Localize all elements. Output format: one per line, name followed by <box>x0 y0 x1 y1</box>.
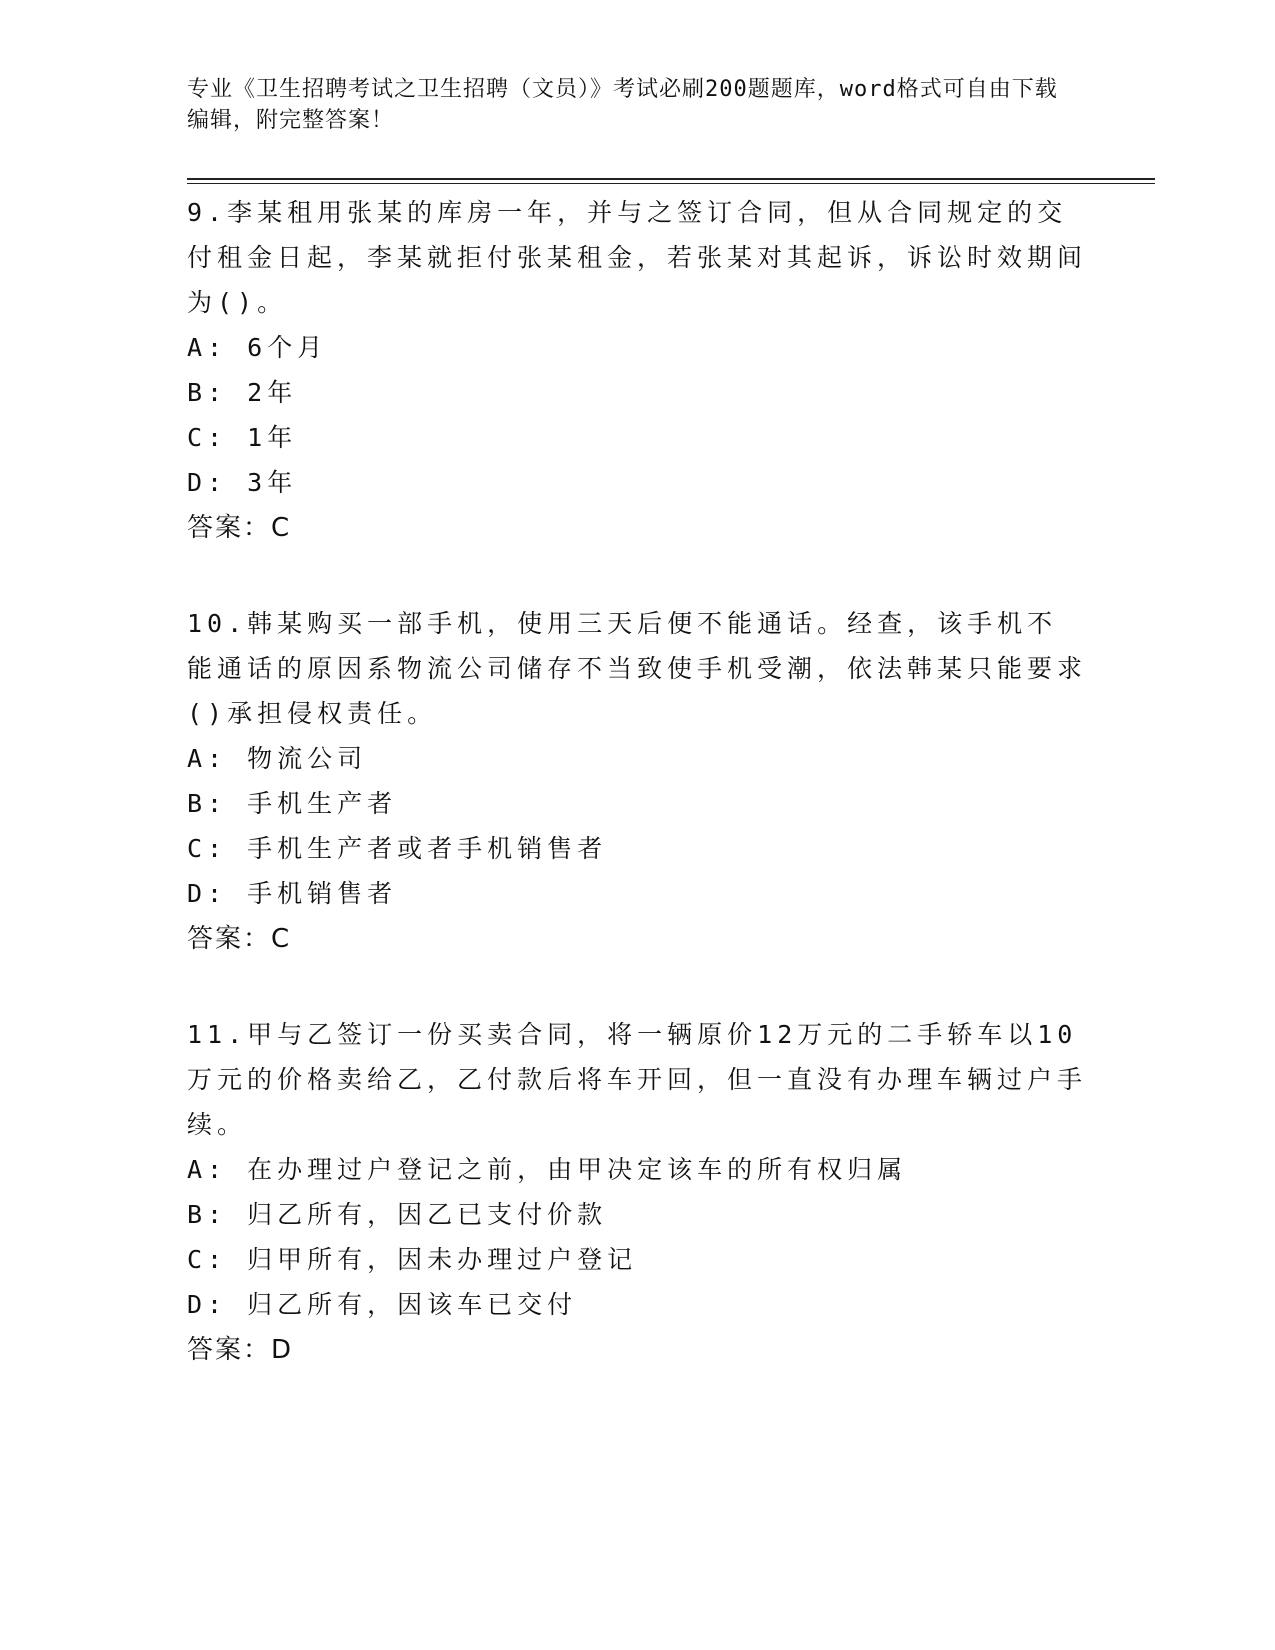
question-stem: 10.韩某购买一部手机，使用三天后便不能通话。经查，该手机不能通话的原因系物流公司储存不当致使手机受潮，依法韩某只能要求()承担侵权责任。 <box>187 609 1088 728</box>
question-10 <box>187 601 1087 962</box>
option-c: C: 1年 <box>187 423 298 452</box>
question-9 <box>187 190 1087 551</box>
question-stem: 9.李某租用张某的库房一年，并与之签订合同，但从合同规定的交付租金日起，李某就拒付张某租金，若张某对其起诉，诉讼时效期间为()。 <box>187 198 1088 317</box>
question-list <box>187 190 1087 1423</box>
header-divider-thick <box>187 178 1155 180</box>
answer-line: 答案：C <box>187 924 292 954</box>
option-a: A: 6个月 <box>187 333 328 362</box>
option-c: C: 归甲所有，因未办理过户登记 <box>187 1245 638 1274</box>
option-b: B: 归乙所有，因乙已支付价款 <box>187 1200 608 1229</box>
option-d: D: 3年 <box>187 468 298 497</box>
header-divider-thin <box>187 183 1155 184</box>
option-d: D: 归乙所有，因该车已交付 <box>187 1290 578 1319</box>
question-stem: 11.甲与乙签订一份买卖合同，将一辆原价12万元的二手轿车以10万元的价格卖给乙，乙付款后将车开回，但一直没有办理车辆过户手续。 <box>187 1020 1088 1139</box>
option-c: C: 手机生产者或者手机销售者 <box>187 834 608 863</box>
question-11 <box>187 1012 1087 1373</box>
option-b: B: 手机生产者 <box>187 789 398 818</box>
option-a: A: 物流公司 <box>187 744 368 773</box>
option-a: A: 在办理过户登记之前，由甲决定该车的所有权归属 <box>187 1155 908 1184</box>
header-text: 专业《卫生招聘考试之卫生招聘（文员）》考试必刷200题题库，word格式可自由下载编辑，附完整答案！ <box>187 77 1058 133</box>
answer-line: 答案：C <box>187 513 292 543</box>
document-header <box>187 74 1067 136</box>
answer-line: 答案：D <box>187 1335 294 1365</box>
option-d: D: 手机销售者 <box>187 879 398 908</box>
option-b: B: 2年 <box>187 378 298 407</box>
